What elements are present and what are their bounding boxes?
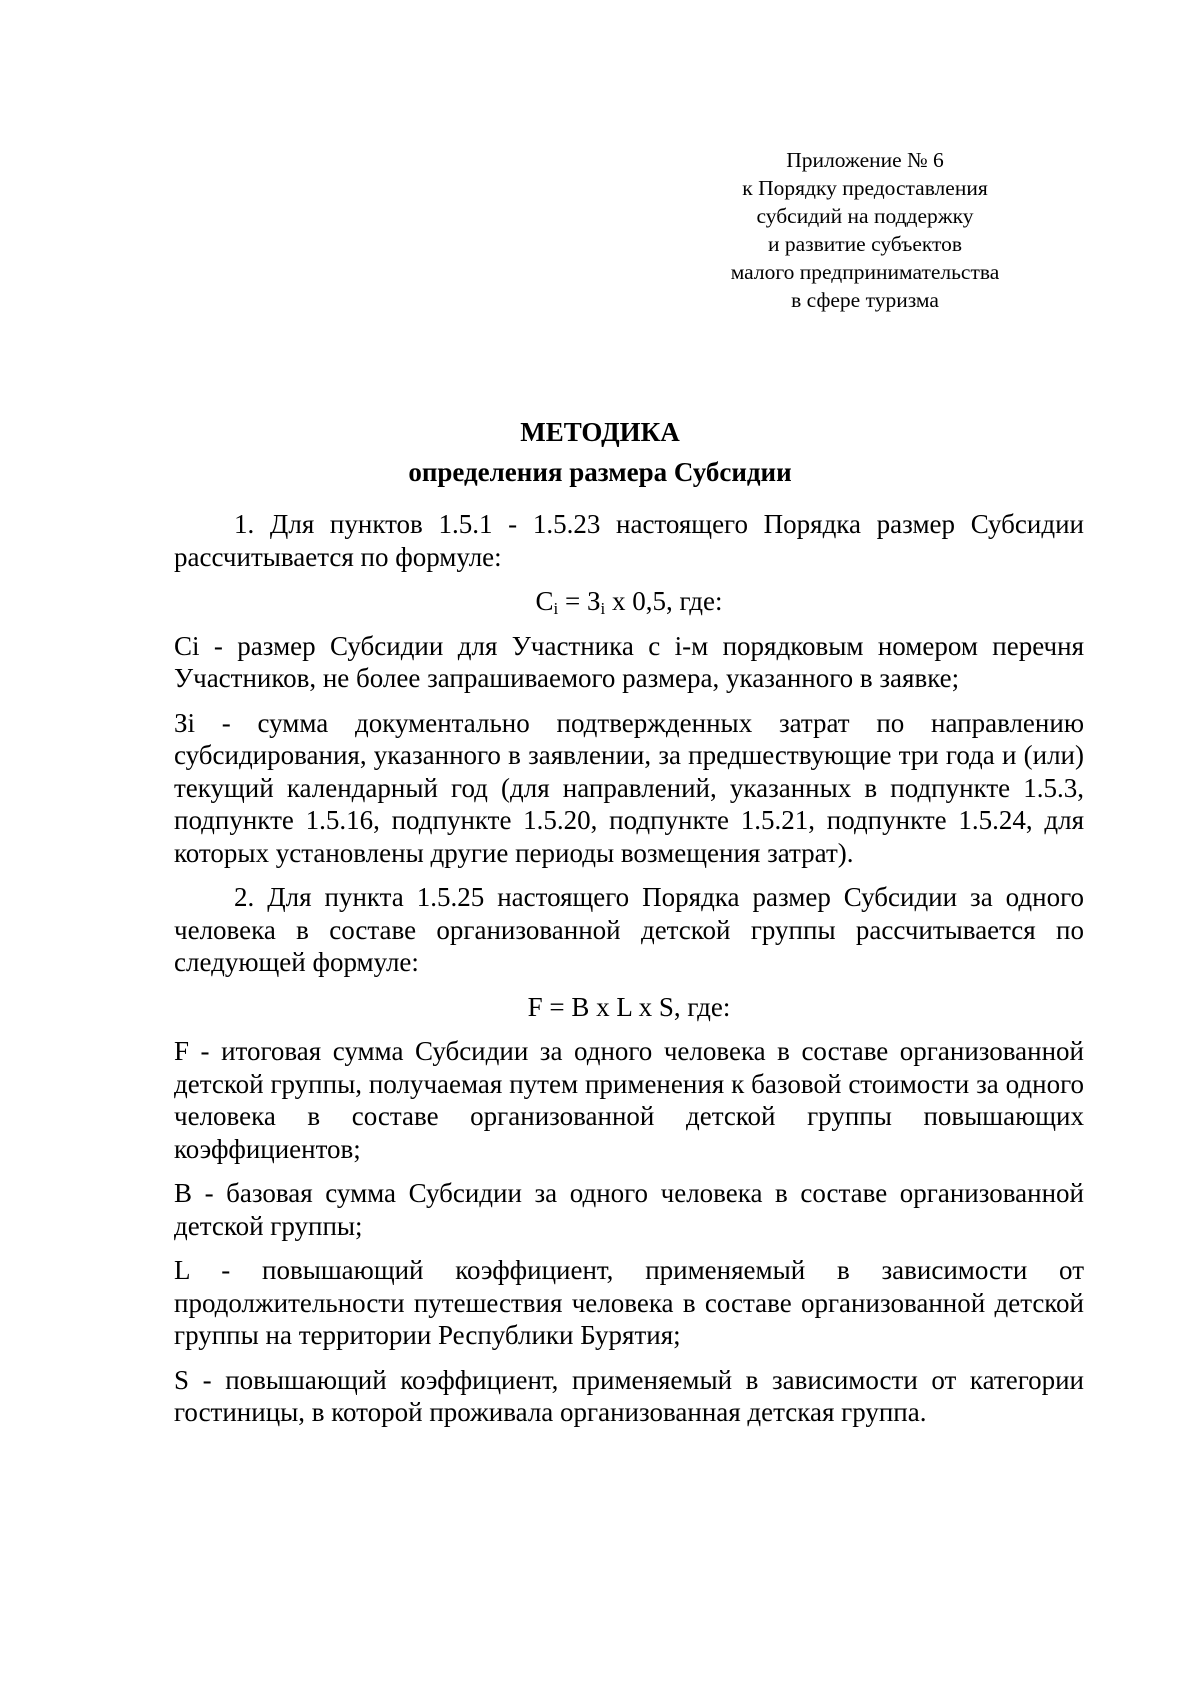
paragraph-1: 1. Для пунктов 1.5.1 - 1.5.23 настоящего Порядка размер Субсидии рассчитывается по формуле: bbox=[174, 509, 1084, 572]
appendix-line: малого предпринимательства bbox=[730, 260, 1000, 284]
formula-1-rest: x 0,5, где: bbox=[605, 586, 723, 616]
title-subtitle: определения размера Субсидии bbox=[408, 457, 792, 487]
paragraph-2: 2. Для пункта 1.5.25 настоящего Порядка размер Субсидии за одного человека в составе организованной детской группы рассчитывается по следующей формуле: bbox=[174, 882, 1084, 977]
formula-2: F = B x L x S, где: bbox=[527, 991, 731, 1022]
appendix-line: субсидий на поддержку bbox=[756, 204, 974, 228]
formula-1-mid: = З bbox=[558, 586, 601, 616]
definition-s: S - повышающий коэффициент, применяемый в зависимости от категории гостиницы, в которой проживала организованная детская группа. bbox=[174, 1364, 1084, 1427]
appendix-line: и развитие субъектов bbox=[767, 232, 963, 256]
formula-1-c: С bbox=[535, 586, 554, 616]
appendix-header bbox=[700, 146, 1030, 314]
definition-ci: Ci - размер Субсидии для Участника с i-м порядковым номером перечня Участников, не более запрашиваемого размера, указанного в заявке; bbox=[174, 630, 1084, 693]
appendix-line: в сфере туризма bbox=[791, 288, 939, 312]
formula-1-z-subscript: i bbox=[600, 599, 606, 618]
document-body bbox=[174, 508, 1084, 1441]
document-title bbox=[0, 412, 1200, 492]
definition-zi: Зi - сумма документально подтвержденных затрат по направлению субсидирования, указанного в заявлении, за предшествующие три года и (или) текущий календарный год (для направлений, указанных в подпункте 1.5.3, подпункте 1.5.16, подпункте 1.5.20, подпункте 1.5.21, подпункте 1.5.24, для которых установлены другие периоды возмещения затрат). bbox=[174, 707, 1084, 868]
title-main: МЕТОДИКА bbox=[520, 417, 680, 447]
appendix-line: Приложение № 6 bbox=[786, 148, 944, 172]
definition-f: F - итоговая сумма Субсидии за одного человека в составе организованной детской группы, получаемая путем применения к базовой стоимости за одного человека в составе организованной детской группы повышающих коэффициентов; bbox=[174, 1036, 1084, 1164]
formula-1 bbox=[174, 585, 1084, 618]
formula-1-c-subscript: i bbox=[553, 599, 559, 618]
definition-l: L - повышающий коэффициент, применяемый в зависимости от продолжительности путешествия человека в составе организованной детской группы на территории Республики Бурятия; bbox=[174, 1255, 1084, 1350]
appendix-line: к Порядку предоставления bbox=[742, 176, 988, 200]
definition-b: B - базовая сумма Субсидии за одного человека в составе организованной детской группы; bbox=[174, 1178, 1084, 1241]
